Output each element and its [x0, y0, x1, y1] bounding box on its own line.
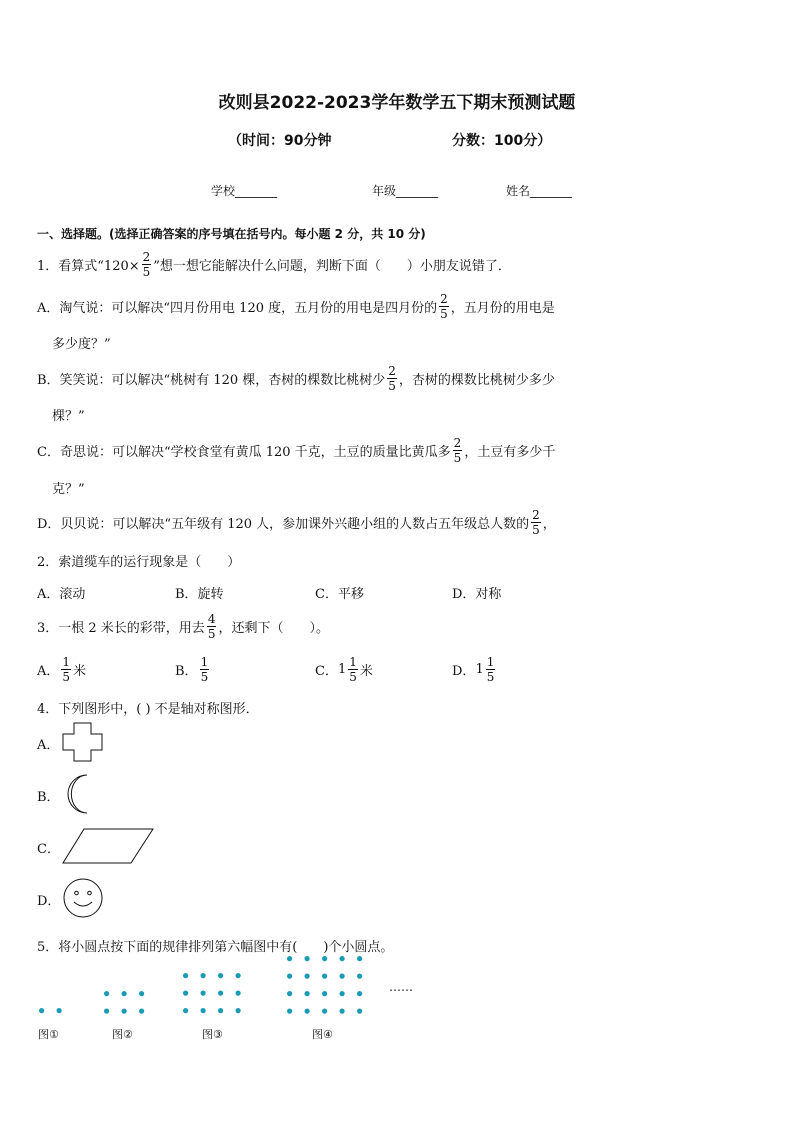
frac-num: 2	[142, 249, 151, 264]
unit: 米	[73, 663, 87, 679]
whole-number: 1	[475, 661, 484, 677]
dot	[305, 973, 310, 978]
continuation-ellipsis: ……	[389, 980, 413, 994]
q2-option-d[interactable]: D．对称	[452, 587, 502, 602]
fraction	[348, 656, 358, 683]
crescent-moon-icon[interactable]	[60, 773, 96, 815]
figure-label-3: 图③	[202, 1028, 223, 1041]
option-text: D．贝贝说：可以解决“五年级有 120 人，参加课外兴趣小组的人数占五年级总人数的	[37, 516, 530, 532]
section-heading: 一、选择题。(选择正确答案的序号填在括号内。每小题 2 分，共 10 分)	[37, 227, 426, 241]
q1-option-d[interactable]	[37, 505, 556, 539]
frac-den: 5	[388, 378, 396, 393]
dot	[139, 1008, 144, 1013]
fraction	[142, 251, 152, 278]
frac-num: 2	[453, 435, 462, 450]
fraction	[387, 365, 397, 392]
frac-den: 5	[62, 669, 71, 684]
dot	[39, 1008, 44, 1013]
q3-stem	[37, 608, 329, 644]
option-label: D．	[452, 663, 476, 679]
q1-stem	[37, 247, 511, 281]
dot	[357, 1008, 362, 1013]
q4-option-b-label: B．	[37, 790, 60, 805]
unit: 米	[359, 663, 373, 679]
dot-figure-2	[103, 990, 145, 1015]
figure-label-4: 图④	[312, 1028, 333, 1041]
exam-score: 分数：100分）	[452, 133, 552, 149]
dot-figure-1	[38, 1007, 63, 1014]
option-text: ，五月份的用电是	[450, 300, 555, 316]
q2-option-b[interactable]: B．旋转	[175, 587, 224, 602]
dot-figure-3	[182, 972, 242, 1014]
dot	[322, 973, 327, 978]
dot	[236, 1008, 241, 1013]
dot	[287, 973, 292, 978]
dot	[322, 956, 327, 961]
dot	[201, 991, 206, 996]
fraction	[453, 437, 463, 464]
exam-time: （时间：90分钟	[228, 133, 332, 149]
option-label: C．	[315, 663, 338, 679]
q5-stem: 5．将小圆点按下面的规律排列第六幅图中有( )个小圆点。	[37, 940, 394, 955]
dot	[340, 991, 345, 996]
option-text: ，	[542, 516, 556, 532]
frac-den: 5	[440, 306, 448, 321]
q2-option-c[interactable]: C．平移	[315, 587, 364, 602]
figure-label-1: 图①	[38, 1028, 59, 1041]
dot	[201, 973, 206, 978]
page-title: 改则县2022-2023学年数学五下期末预测试题	[218, 93, 576, 113]
q1-option-a[interactable]	[37, 289, 555, 323]
dot	[139, 991, 144, 996]
option-text: ，杏树的棵数比桃树少多少	[398, 372, 555, 388]
figure-label-2: 图②	[112, 1028, 133, 1041]
dot	[183, 973, 188, 978]
dot	[287, 991, 292, 996]
q4-option-a-label: A．	[37, 738, 60, 753]
q3-stem-part: ，还剩下（ ）。	[218, 620, 329, 636]
option-label: A．	[37, 663, 60, 679]
option-label: B．	[175, 663, 198, 679]
frac-den: 5	[486, 669, 495, 684]
frac-den: 5	[142, 264, 151, 279]
dot	[122, 991, 127, 996]
frac-den: 5	[453, 450, 462, 465]
dot	[183, 1008, 188, 1013]
dot	[104, 991, 109, 996]
frac-den: 5	[207, 626, 216, 641]
dot	[122, 1008, 127, 1013]
dot	[218, 1008, 223, 1013]
option-text: C．奇思说：可以解决“学校食堂有黄瓜 120 千克，土豆的质量比黄瓜多	[37, 444, 451, 460]
dot	[305, 956, 310, 961]
dot	[104, 1008, 109, 1013]
dot	[322, 991, 327, 996]
frac-num: 1	[349, 654, 357, 669]
q3-option-c[interactable]	[315, 651, 373, 687]
option-text: A．淘气说：可以解决“四月份用电 120 度，五月份的用电是四月份的	[37, 300, 438, 316]
fraction	[200, 656, 210, 683]
dot	[340, 973, 345, 978]
dot	[287, 956, 292, 961]
fraction	[207, 613, 217, 640]
frac-num: 4	[207, 611, 216, 626]
dot	[322, 1008, 327, 1013]
whole-number: 1	[337, 661, 347, 677]
smiley-face-icon[interactable]	[62, 877, 104, 919]
dot	[287, 1008, 292, 1013]
dot	[201, 1008, 206, 1013]
q3-option-d[interactable]	[452, 651, 497, 687]
frac-num: 1	[486, 654, 495, 669]
frac-den: 5	[349, 669, 357, 684]
q4-option-c-label: C．	[37, 842, 60, 857]
dot	[218, 991, 223, 996]
q3-option-b[interactable]	[175, 651, 211, 687]
dot	[305, 991, 310, 996]
school-field[interactable]: 学校_______	[211, 184, 278, 198]
dot	[57, 1008, 62, 1013]
q2-stem: 2．索道缆车的运行现象是（ ）	[37, 555, 241, 570]
dot	[340, 956, 345, 961]
q3-stem-part: 3．一根 2 米长的彩带，用去	[37, 620, 205, 636]
frac-num: 2	[388, 363, 396, 378]
dot	[357, 991, 362, 996]
q1-option-b-cont: 棵？”	[52, 409, 85, 424]
dot	[236, 991, 241, 996]
q1-option-a-cont: 多少度？”	[52, 337, 111, 352]
q2-option-a[interactable]: A．滚动	[37, 587, 86, 602]
dot	[305, 1008, 310, 1013]
cross-shape-icon[interactable]	[62, 722, 104, 762]
q4-stem: 4．下列图形中，( ) 不是轴对称图形．	[37, 702, 259, 717]
q3-option-a[interactable]	[37, 651, 86, 687]
option-text: B．笑笑说：可以解决“桃树有 120 棵，杏树的棵数比桃树少	[37, 372, 386, 388]
frac-den: 5	[532, 522, 540, 537]
dot	[218, 973, 223, 978]
dot	[357, 973, 362, 978]
frac-num: 2	[532, 507, 540, 522]
frac-den: 5	[200, 669, 209, 684]
q1-option-c[interactable]	[37, 433, 555, 467]
fraction	[61, 656, 71, 683]
q1-option-b[interactable]	[37, 361, 555, 395]
parallelogram-icon[interactable]	[62, 828, 155, 864]
q4-option-d-label: D．	[37, 894, 61, 909]
fraction	[531, 509, 541, 536]
frac-num: 1	[200, 654, 209, 669]
dot-figure-4	[286, 955, 363, 1015]
dot	[357, 956, 362, 961]
q1-option-c-cont: 克？”	[52, 482, 85, 497]
dot	[236, 973, 241, 978]
dot	[183, 991, 188, 996]
dot	[340, 1008, 345, 1013]
option-text: ，土豆有多少千	[464, 444, 556, 460]
fraction	[486, 656, 496, 683]
q1-stem-part: 1．看算式“120×	[37, 258, 140, 274]
q1-stem-part: ”想一想它能解决什么问题，判断下面（ ）小朋友说错了．	[153, 258, 511, 274]
grade-field[interactable]: 年级_______	[372, 184, 439, 198]
frac-num: 2	[440, 291, 448, 306]
frac-num: 1	[62, 654, 71, 669]
name-field[interactable]: 姓名_______	[506, 184, 573, 198]
fraction	[439, 293, 449, 320]
